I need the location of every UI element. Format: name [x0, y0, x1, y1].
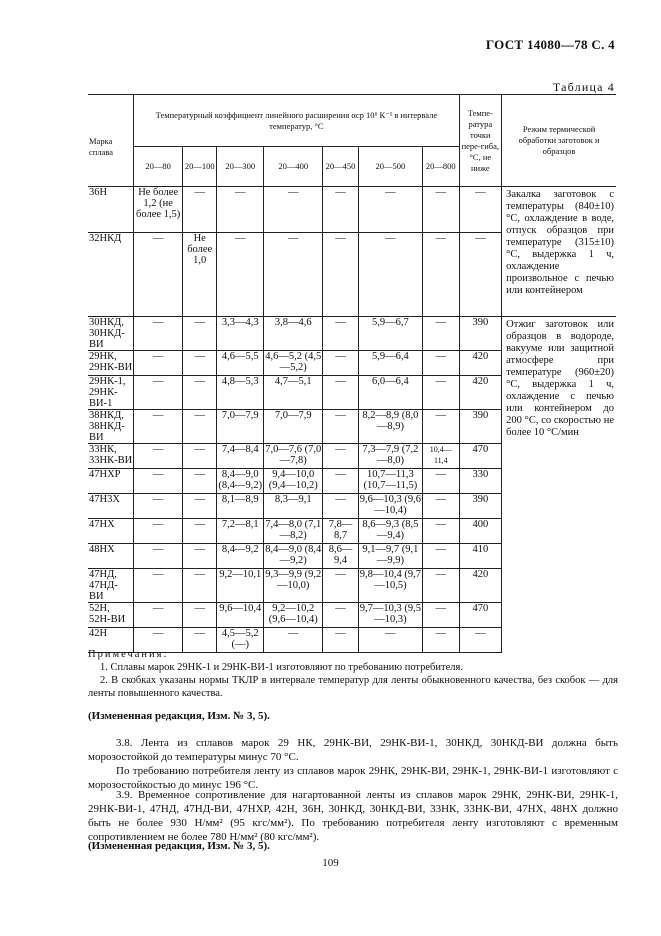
cell-20-400: 3,8—4,6 [264, 317, 323, 351]
cell-20-80: — [134, 444, 183, 469]
cell-20-500: 9,1—9,7 (9,1—9,9) [358, 544, 422, 569]
cell-20-400: 7,0—7,9 [264, 410, 323, 444]
cell-20-450: — [323, 444, 358, 469]
cell-20-400: 9,2—10,2 (9,6—10,4) [264, 603, 323, 628]
cell-20-300: 9,2—10,1 [217, 569, 264, 603]
cell-20-300: 8,1—8,9 [217, 494, 264, 519]
table-caption: Таблица 4 [552, 80, 615, 94]
cell-20-100: Не более 1,0 [183, 233, 217, 317]
cell-bend-temp: — [459, 187, 502, 233]
cell-20-300: — [217, 233, 264, 317]
col-header-20-450: 20—450 [323, 147, 358, 187]
cell-20-100: — [183, 628, 217, 653]
table-header-row [88, 95, 616, 147]
cell-20-300: 8,4—9,0 (8,4—9,2) [217, 469, 264, 494]
cell-20-450: — [323, 628, 358, 653]
cell-grade: 52Н, 52Н-ВИ [88, 603, 134, 628]
cell-grade: 47Н3Х [88, 494, 134, 519]
cell-20-450: — [323, 187, 358, 233]
cell-bend-temp: 330 [459, 469, 502, 494]
cell-20-500: 5,9—6,4 [358, 351, 422, 376]
cell-20-800: — [423, 351, 459, 376]
cell-20-80: — [134, 376, 183, 410]
cell-20-400: 7,0—7,6 (7,0—7,8) [264, 444, 323, 469]
cell-20-300: 7,4—8,4 [217, 444, 264, 469]
cell-20-400: — [264, 628, 323, 653]
cell-20-300: 7,0—7,9 [217, 410, 264, 444]
cell-20-100: — [183, 569, 217, 603]
cell-20-450: — [323, 233, 358, 317]
cell-20-300: 4,8—5,3 [217, 376, 264, 410]
cell-20-400: 9,4—10,0 (9,4—10,2) [264, 469, 323, 494]
cell-20-800: — [423, 603, 459, 628]
cell-20-500: — [358, 233, 422, 317]
cell-20-500: 10,7—11,3 (10,7—11,5) [358, 469, 422, 494]
cell-grade: 29НК, 29НК-ВИ [88, 351, 134, 376]
cell-20-400: 8,3—9,1 [264, 494, 323, 519]
cell-20-500: 5,9—6,7 [358, 317, 422, 351]
cell-20-80: — [134, 494, 183, 519]
cell-20-800: — [423, 317, 459, 351]
cell-20-300: 4,5—5,2 (—) [217, 628, 264, 653]
cell-20-450: — [323, 317, 358, 351]
cell-20-80: — [134, 628, 183, 653]
cell-20-500: 8,6—9,3 (8,5—9,4) [358, 519, 422, 544]
cell-20-400: — [264, 187, 323, 233]
alloy-table [88, 94, 616, 653]
cell-20-450: — [323, 410, 358, 444]
col-header-mode: Режим термической обработки заготовок и образцов [502, 95, 616, 187]
notes-title: Примечания: [88, 649, 169, 660]
col-header-coef: Температурный коэффициент линейного расширения αср 10⁶ К⁻¹ в интервале температур, °С [134, 95, 459, 147]
cell-20-300: 7,2—8,1 [217, 519, 264, 544]
cell-20-450: — [323, 376, 358, 410]
cell-20-80: — [134, 351, 183, 376]
cell-20-100: — [183, 376, 217, 410]
col-header-20-800: 20—800 [423, 147, 459, 187]
cell-bend-temp: — [459, 233, 502, 317]
col-header-20-300: 20—300 [217, 147, 264, 187]
table-row [88, 317, 616, 351]
cell-20-800: — [423, 519, 459, 544]
cell-20-800: — [423, 187, 459, 233]
cell-20-500: 7,3—7,9 (7,2—8,0) [358, 444, 422, 469]
cell-20-80: — [134, 519, 183, 544]
cell-20-500: 9,7—10,3 (9,5—10,3) [358, 603, 422, 628]
cell-bend-temp: 390 [459, 410, 502, 444]
cell-20-400: 4,6—5,2 (4,5—5,2) [264, 351, 323, 376]
cell-20-100: — [183, 410, 217, 444]
paragraph: 3.8. Лента из сплавов марок 29 НК, 29НК-ВИ, 29НК-ВИ-1, 30НКД, 30НКД-ВИ должна быть морозостойкой до температуры минус 70 °С. [88, 737, 618, 763]
cell-20-80: — [134, 233, 183, 317]
cell-20-450: 8,6—9,4 [323, 544, 358, 569]
cell-20-100: — [183, 351, 217, 376]
cell-20-450: — [323, 603, 358, 628]
cell-mode-anneal: Отжиг заготовок или образцов в водороде, вакууме или защитной атмосфере при температуре (960±20) °С, выдержка 1 ч, охлаждение с печью или контейнером до 200 °С, со скоростью не более 10 °С/мин [502, 317, 616, 653]
clause-3-8 [88, 736, 618, 792]
cell-20-80: — [134, 603, 183, 628]
cell-20-800: 10,4—11,4 [423, 444, 459, 469]
cell-20-80: Не более 1,2 (не более 1,5) [134, 187, 183, 233]
cell-20-80: — [134, 469, 183, 494]
cell-20-80: — [134, 317, 183, 351]
cell-20-800: — [423, 410, 459, 444]
cell-20-100: — [183, 444, 217, 469]
cell-20-100: — [183, 494, 217, 519]
cell-bend-temp: 400 [459, 519, 502, 544]
cell-bend-temp: 410 [459, 544, 502, 569]
cell-bend-temp: 420 [459, 351, 502, 376]
paragraph: 3.9. Временное сопротивление для нагартованной ленты из сплавов марок 29НК, 29НК-ВИ, 29НК-1, 29НК-ВИ-1, 47НД, 47НД-ВИ, 47НХР, 42Н, 36Н, 30НКД, 30НКД-ВИ, 33НК, 33НК-ВИ, 47НХ, 48НХ должно быть не более 930 Н/мм² (95 кгс/мм²). По требованию потребителя ленту изготовляют с временным сопротивлением не более 780 Н/мм² (80 кгс/мм²). [88, 789, 618, 843]
cell-20-450: 7,8—8,7 [323, 519, 358, 544]
cell-20-100: — [183, 603, 217, 628]
cell-20-450: — [323, 569, 358, 603]
page-number: 109 [322, 857, 339, 869]
cell-grade: 32НКД [88, 233, 134, 317]
cell-20-400: 7,4—8,0 (7,1—8,2) [264, 519, 323, 544]
cell-20-400: 4,7—5,1 [264, 376, 323, 410]
cell-20-400: 9,3—9,9 (9,2—10,0) [264, 569, 323, 603]
cell-bend-temp: 470 [459, 444, 502, 469]
clause-3-9 [88, 788, 618, 844]
cell-20-100: — [183, 317, 217, 351]
cell-20-100: — [183, 187, 217, 233]
cell-20-300: — [217, 187, 264, 233]
cell-bend-temp: 390 [459, 494, 502, 519]
cell-grade: 38НКД, 38НКД-ВИ [88, 410, 134, 444]
paragraph: По требованию потребителя ленту из сплавов марок 29НК, 29НК-ВИ, 29НК-1, 29НК-ВИ-1 изготовляют с морозостойкостью до минус 196 °С. [88, 765, 618, 791]
col-header-bend-temp: Темпе-ратура точки пере-гиба, °С, не ниже [459, 95, 502, 187]
cell-20-800: — [423, 494, 459, 519]
table-notes [88, 648, 618, 700]
cell-20-500: 9,6—10,3 (9,6—10,4) [358, 494, 422, 519]
cell-20-800: — [423, 233, 459, 317]
cell-grade: 33НК, 33НК-ВИ [88, 444, 134, 469]
table-row [88, 187, 616, 233]
cell-20-500: — [358, 187, 422, 233]
cell-grade: 48НХ [88, 544, 134, 569]
cell-bend-temp: — [459, 628, 502, 653]
col-header-20-400: 20—400 [264, 147, 323, 187]
cell-20-100: — [183, 519, 217, 544]
cell-20-100: — [183, 469, 217, 494]
col-header-20-500: 20—500 [358, 147, 422, 187]
cell-20-450: — [323, 494, 358, 519]
cell-20-300: 9,6—10,4 [217, 603, 264, 628]
cell-mode-quench: Закалка заготовок с температуры (840±10) °С, охлаждение в воде, отпуск образцов при температуре (315±10) °С, выдержка 1 ч, охлаждение произвольное с печью или контейнером [502, 187, 616, 317]
cell-20-500: — [358, 628, 422, 653]
cell-grade: 30НКД, 30НКД-ВИ [88, 317, 134, 351]
cell-20-800: — [423, 544, 459, 569]
cell-20-80: — [134, 544, 183, 569]
cell-grade: 47НД, 47НД-ВИ [88, 569, 134, 603]
col-header-20-100: 20—100 [183, 147, 217, 187]
cell-bend-temp: 420 [459, 569, 502, 603]
cell-20-500: 8,2—8,9 (8,0—8,9) [358, 410, 422, 444]
cell-20-800: — [423, 569, 459, 603]
cell-20-800: — [423, 376, 459, 410]
cell-grade: 47НХР [88, 469, 134, 494]
col-header-20-80: 20—80 [134, 147, 183, 187]
amendment-note: (Измененная редакция, Изм. № 3, 5). [88, 710, 270, 722]
cell-20-400: 8,4—9,0 (8,4—9,2) [264, 544, 323, 569]
amendment-note: (Измененная редакция, Изм. № 3, 5). [88, 840, 270, 852]
cell-20-300: 8,4—9,2 [217, 544, 264, 569]
cell-20-800: — [423, 469, 459, 494]
cell-20-500: 6,0—6,4 [358, 376, 422, 410]
cell-bend-temp: 470 [459, 603, 502, 628]
cell-20-300: 4,6—5,5 [217, 351, 264, 376]
cell-grade: 42Н [88, 628, 134, 653]
note-1: 1. Сплавы марок 29НК-1 и 29НК-ВИ-1 изготовляют по требованию потребителя. [100, 662, 463, 673]
cell-grade: 29НК-1, 29НК-ВИ-1 [88, 376, 134, 410]
cell-20-450: — [323, 351, 358, 376]
cell-20-450: — [323, 469, 358, 494]
cell-20-100: — [183, 544, 217, 569]
page-header: ГОСТ 14080—78 С. 4 [485, 37, 615, 52]
cell-bend-temp: 420 [459, 376, 502, 410]
cell-20-80: — [134, 410, 183, 444]
cell-grade: 36Н [89, 187, 108, 198]
cell-bend-temp: 390 [459, 317, 502, 351]
cell-20-800: — [423, 628, 459, 653]
cell-20-300: 3,3—4,3 [217, 317, 264, 351]
cell-grade: 47НХ [88, 519, 134, 544]
cell-20-500: 9,8—10,4 (9,7—10,5) [358, 569, 422, 603]
cell-20-80: — [134, 569, 183, 603]
note-2: 2. В скобках указаны нормы ТКЛР в интервале температур для ленты обыкновенного качества, без скобок — для ленты повышенного качества. [88, 675, 618, 699]
cell-20-400: — [264, 233, 323, 317]
col-header-grade: Марка сплава [88, 95, 134, 187]
